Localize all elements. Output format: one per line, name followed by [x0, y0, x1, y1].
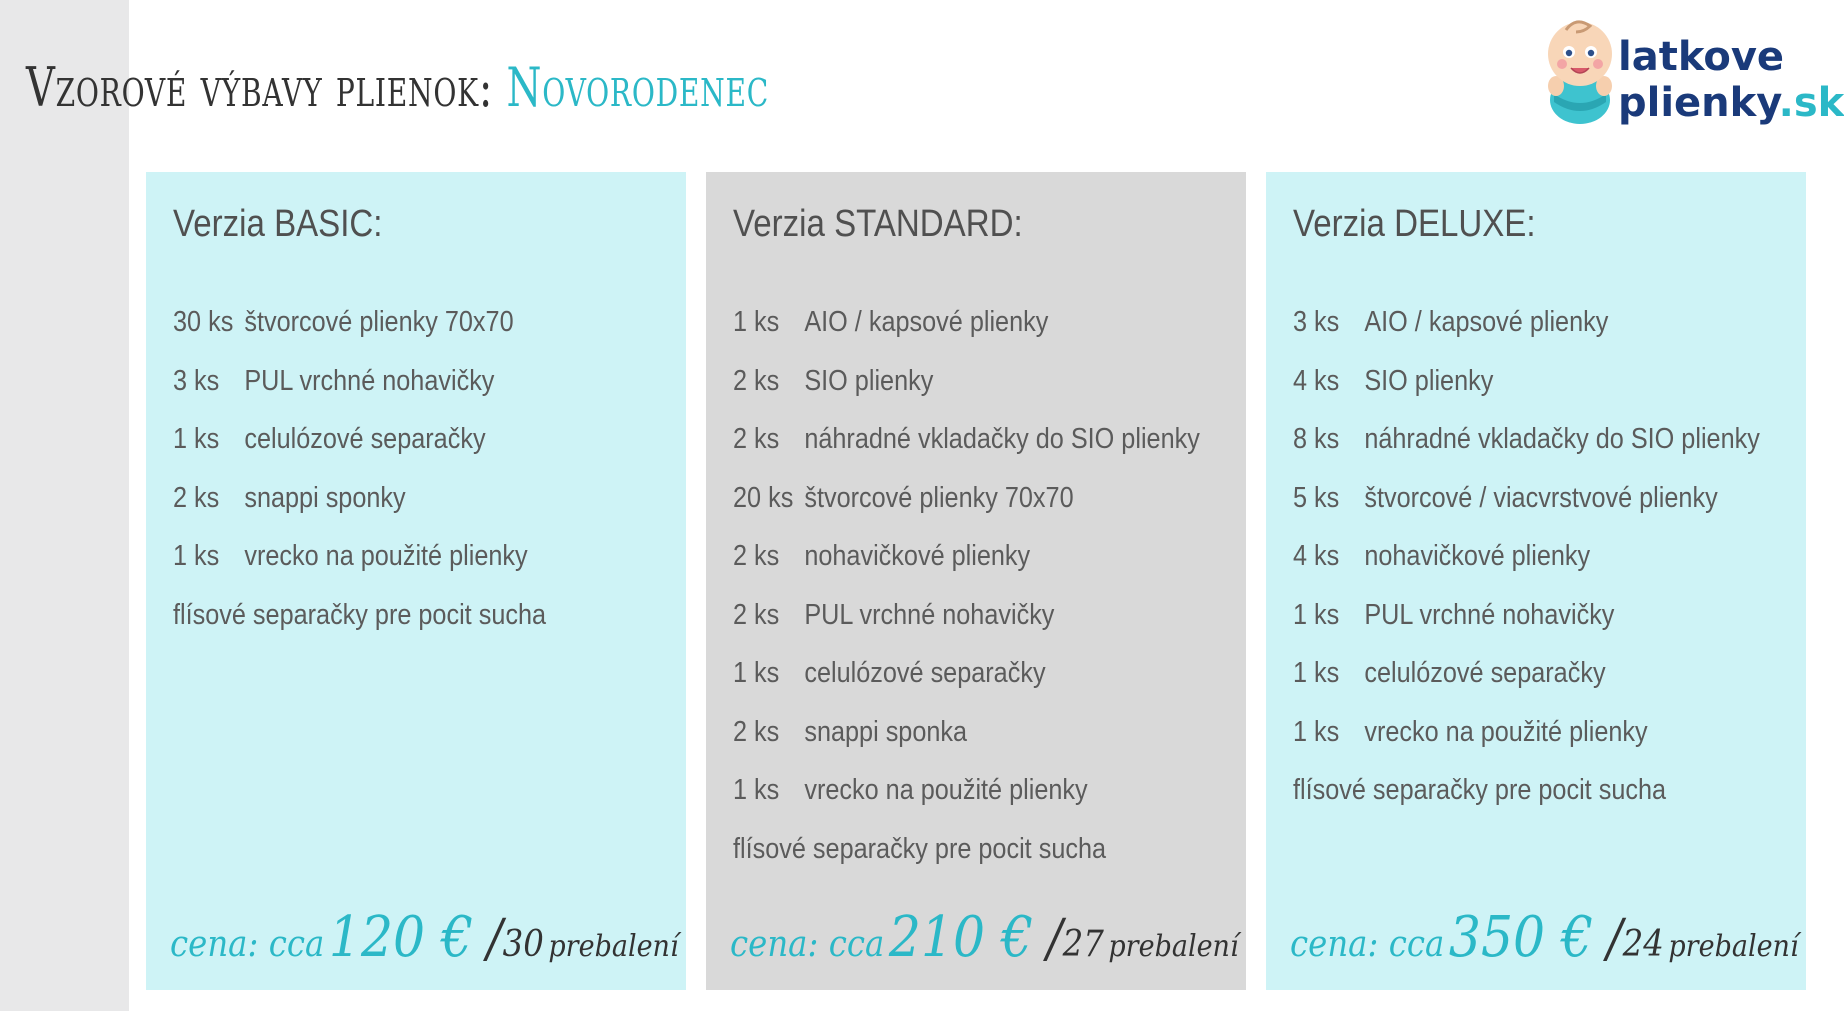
item-qty: 8 ks	[1293, 423, 1340, 455]
item-text: nohavičkové plienky	[804, 540, 1031, 572]
item-list	[1293, 302, 1830, 829]
list-item	[1293, 361, 1760, 420]
item-qty: 2 ks	[733, 598, 780, 631]
item-qty: 1 ks	[733, 306, 780, 338]
card-title: Verzia BASIC:	[173, 203, 383, 245]
item-text: SIO plienky	[1364, 364, 1494, 397]
item-text: SIO plienky	[804, 364, 934, 397]
logo-line1: latkove	[1618, 34, 1785, 80]
item-text: nohavičkové plienky	[1364, 540, 1591, 572]
price-line	[730, 905, 1239, 970]
item-qty: 1 ks	[173, 423, 220, 455]
price-count: 24	[1622, 924, 1664, 965]
list-item	[173, 595, 546, 654]
price-label: cena: cca	[730, 924, 885, 965]
item-text: snappi sponka	[804, 715, 968, 748]
item-text: celulózové separačky	[244, 423, 486, 455]
item-text: snappi sponky	[244, 481, 406, 514]
item-text: náhradné vkladačky do SIO plienky	[1364, 423, 1760, 455]
item-qty: 1 ks	[1293, 657, 1340, 689]
page-title-accent: Novorodenec	[506, 56, 770, 119]
price-line	[1290, 905, 1799, 970]
item-text: PUL vrchné nohavičky	[804, 598, 1055, 631]
left-margin-strip	[0, 0, 129, 1011]
item-qty: 3 ks	[1293, 306, 1340, 338]
list-item	[1293, 302, 1760, 361]
item-list	[173, 302, 602, 653]
price-slash: /	[1046, 909, 1063, 969]
logo-suffix: .sk	[1778, 80, 1844, 126]
item-qty: 1 ks	[1293, 598, 1340, 631]
item-text: PUL vrchné nohavičky	[1364, 598, 1615, 631]
list-item	[1293, 712, 1760, 771]
item-list	[733, 302, 1270, 887]
item-text: vrecko na použité plienky	[244, 540, 528, 572]
logo-text	[1618, 34, 1844, 126]
list-item	[1293, 536, 1760, 595]
item-text: celulózové separačky	[804, 657, 1046, 689]
item-text: vrecko na použité plienky	[1364, 715, 1648, 748]
card-title: Verzia STANDARD:	[733, 203, 1023, 245]
list-item	[1293, 595, 1760, 654]
item-text: štvorcové plienky 70x70	[244, 306, 514, 338]
price-unit: prebalení	[548, 929, 679, 964]
list-item	[733, 478, 1200, 537]
price-unit: prebalení	[1668, 929, 1799, 964]
item-qty: 2 ks	[173, 481, 220, 514]
item-qty: 1 ks	[1293, 715, 1340, 748]
logo-line2: plienky	[1618, 80, 1779, 126]
list-item	[1293, 653, 1760, 712]
list-item	[173, 419, 546, 478]
item-qty: 20 ks	[733, 481, 794, 514]
list-item	[1293, 478, 1760, 537]
item-qty: 2 ks	[733, 540, 780, 572]
item-text: celulózové separačky	[1364, 657, 1606, 689]
item-text: flísové separačky pre pocit sucha	[173, 598, 547, 631]
price-count: 30	[502, 924, 544, 965]
item-text: štvorcové / viacvrstvové plienky	[1364, 481, 1718, 514]
baby-icon	[1540, 12, 1620, 127]
card-basic	[146, 172, 686, 990]
price-slash: /	[1606, 909, 1623, 969]
site-logo[interactable]	[1540, 12, 1844, 132]
list-item	[173, 536, 546, 595]
card-standard	[706, 172, 1246, 990]
item-text: AIO / kapsové plienky	[1364, 306, 1609, 338]
item-qty: 4 ks	[1293, 540, 1340, 572]
list-item	[733, 302, 1200, 361]
item-qty: 30 ks	[173, 306, 234, 338]
price-amount: 350 €	[1448, 905, 1594, 970]
list-item	[733, 712, 1200, 771]
list-item	[733, 419, 1200, 478]
item-text: štvorcové plienky 70x70	[804, 481, 1074, 514]
list-item	[733, 595, 1200, 654]
price-label: cena: cca	[1290, 924, 1445, 965]
list-item	[173, 478, 546, 537]
price-amount: 210 €	[888, 905, 1034, 970]
list-item	[733, 770, 1200, 829]
item-qty: 3 ks	[173, 364, 220, 397]
item-qty: 4 ks	[1293, 364, 1340, 397]
list-item	[733, 536, 1200, 595]
card-title: Verzia DELUXE:	[1293, 203, 1536, 245]
price-line	[170, 905, 679, 970]
price-count: 27	[1062, 924, 1104, 965]
price-label: cena: cca	[170, 924, 325, 965]
list-item	[733, 829, 1200, 888]
item-text: flísové separačky pre pocit sucha	[733, 832, 1107, 865]
price-unit: prebalení	[1108, 929, 1239, 964]
list-item	[173, 361, 546, 420]
item-text: PUL vrchné nohavičky	[244, 364, 495, 397]
price-slash: /	[486, 909, 503, 969]
item-qty: 5 ks	[1293, 481, 1340, 514]
item-qty: 2 ks	[733, 715, 780, 748]
list-item	[733, 653, 1200, 712]
item-text: flísové separačky pre pocit sucha	[1293, 774, 1667, 806]
list-item	[1293, 770, 1760, 829]
item-qty: 1 ks	[733, 774, 780, 806]
item-qty: 1 ks	[173, 540, 220, 572]
card-deluxe	[1266, 172, 1806, 990]
item-qty: 1 ks	[733, 657, 780, 689]
item-text: AIO / kapsové plienky	[804, 306, 1049, 338]
list-item	[1293, 419, 1760, 478]
list-item	[733, 361, 1200, 420]
item-text: vrecko na použité plienky	[804, 774, 1088, 806]
price-amount: 120 €	[328, 905, 474, 970]
page-title-main: Vzorové výbavy plienok:	[26, 56, 494, 119]
list-item	[173, 302, 546, 361]
item-text: náhradné vkladačky do SIO plienky	[804, 423, 1200, 455]
item-qty: 2 ks	[733, 364, 780, 397]
page-title	[26, 48, 769, 128]
item-qty: 2 ks	[733, 423, 780, 455]
